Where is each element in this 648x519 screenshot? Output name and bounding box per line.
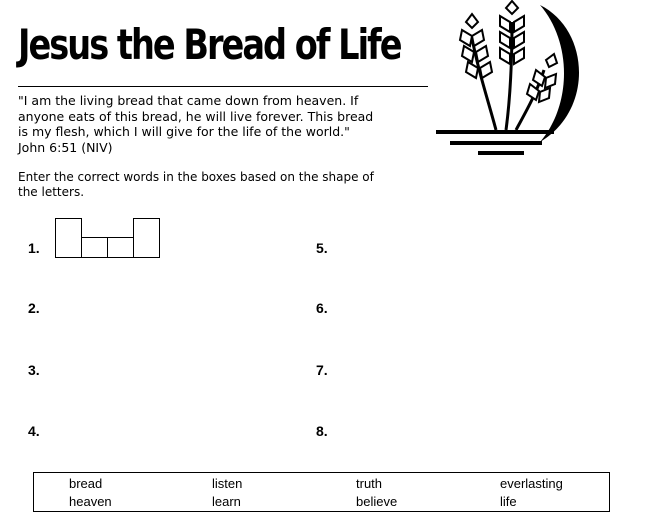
instructions <box>18 170 438 200</box>
letter-box[interactable] <box>133 218 160 258</box>
quote-line: is my flesh, which I will give for the life of the world." <box>18 124 350 139</box>
quote-line: anyone eats of this bread, he will live forever. This bread <box>18 108 374 124</box>
instructions-line: the letters. <box>18 185 85 199</box>
puzzle-number: 3. <box>28 362 40 378</box>
puzzle-number: 5. <box>316 240 328 256</box>
puzzle-number: 1. <box>28 240 40 256</box>
word-bank-item: believe <box>356 494 398 509</box>
word-bank-item: life <box>500 494 517 509</box>
quote-reference: John 6:51 (NIV) <box>18 139 113 155</box>
word-bank-item: truth <box>356 476 383 491</box>
word-bank-item: heaven <box>69 494 112 509</box>
word-bank-item: bread <box>69 476 103 491</box>
puzzle-number: 8. <box>316 423 328 439</box>
word-bank-item: listen <box>212 476 243 491</box>
instructions-line: Enter the correct words in the boxes based on the shape of <box>18 170 374 184</box>
puzzle-number: 4. <box>28 423 40 439</box>
title-underline <box>18 86 428 87</box>
puzzle-number: 2. <box>28 300 40 316</box>
quote-line: "I am the living bread that came down from heaven. If <box>18 93 359 108</box>
letter-box[interactable] <box>81 237 108 258</box>
word-bank-item: everlasting <box>500 476 563 491</box>
letter-box[interactable] <box>55 218 82 258</box>
puzzle-number: 6. <box>316 300 328 316</box>
scripture-quote <box>18 93 438 155</box>
puzzle-number: 7. <box>316 362 328 378</box>
word-bank-item: learn <box>212 494 241 509</box>
letter-box[interactable] <box>107 237 134 258</box>
wheat-sheaf-icon <box>432 0 592 165</box>
page-title: Jesus the Bread of Life <box>18 20 401 69</box>
word-bank <box>33 472 610 512</box>
